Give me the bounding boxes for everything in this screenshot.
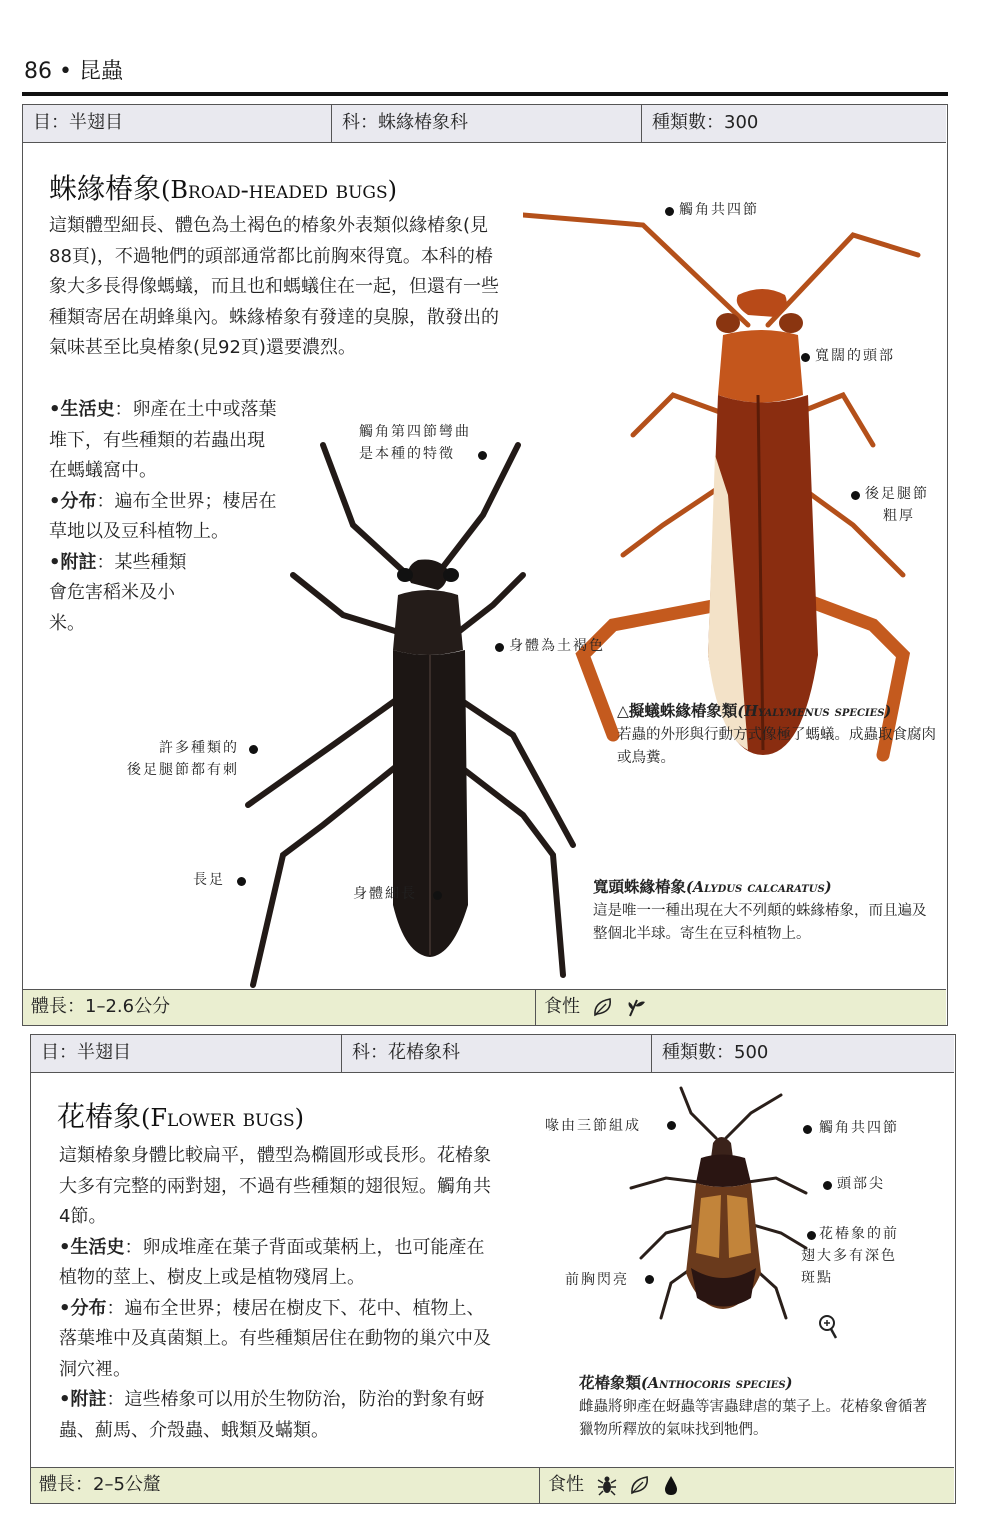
section-title: 昆蟲 [78,59,123,84]
diet-cell [539,1467,954,1503]
pointer-dot [851,491,860,500]
label-antenna-curve: 觸角第四節彎曲 是本種的特徵 [359,424,471,462]
label-hind-femur: 後足腿節 粗厚 [865,486,929,524]
pointer-dot [495,643,504,652]
life-history: •生活史：卵成堆產在葉子背面或葉柄上，也可能產在植物的莖上、樹皮上或是植物殘屑上。 [59,1236,485,1288]
label-pointed-head: 頭部尖 [837,1176,885,1192]
entry-title [49,167,397,207]
pointer-dot [478,451,487,460]
pointer-dot [803,1125,812,1134]
family-cell: 科：蛛緣椿象科 [331,105,641,143]
life-history: •生活史：卵產在土中或落葉堆下，有些種類的若蟲出現在螞蟻窩中。 [49,399,277,481]
remarks: •附註：這些椿象可以用於生物防治，防治的對象有蚜蟲、薊馬、介殼蟲、蛾類及蟎類。 [59,1389,485,1441]
label-femur-spines: 許多種類的 後足腿節都有刺 [127,740,239,778]
pointer-dot [665,207,674,216]
pointer-dot [237,877,246,886]
species-count-cell: 種類數：500 [651,1035,954,1073]
label-slender-body: 身體細長 [353,886,417,902]
body-length-cell: 體長：1–2.6公分 [23,989,535,1025]
pointer-dot [807,1231,816,1240]
leaf-icon [629,1474,651,1496]
entry-flower-bugs [30,1034,956,1504]
alydus-black-illustration [233,435,593,995]
diet-label: 食性 [544,996,580,1017]
entry-text [59,1141,491,1446]
label-wing-spots: 花椿象的前 翅大多有深色 斑點 [801,1226,899,1286]
title-en: (Flower bugs) [141,1104,304,1132]
pointer-dot [667,1121,676,1130]
page-number: 86 [24,59,52,84]
entry-title [57,1095,304,1135]
label-broad-head: 寬闊的頭部 [815,348,895,364]
diet-cell [535,989,946,1025]
drop-icon [663,1474,679,1496]
intro-paragraph: 這類椿象身體比較扁平，體型為橢圓形或長形。花椿象大多有完整的兩對翅，不過有些種類的翅很短。觸角共4節。 [59,1145,491,1227]
label-antenna-four: 觸角共四節 [819,1120,899,1136]
order-cell: 目：半翅目 [31,1035,341,1073]
remarks: •附註：某些種類會危害稻米及小米。 [49,551,187,634]
insect-icon [596,1474,618,1496]
magnify-icon [817,1313,841,1341]
label-body-color: 身體為土褐色 [509,638,605,654]
species-count-cell: 種類數：300 [641,105,946,143]
label-beak: 喙由三節組成 [545,1118,641,1134]
caption-alydus: 寬頭蛛緣椿象(Alydus calcaratus) 這是唯一一種出現在大不列顛的蛛緣椿象，而且遍及整個北半球。寄生在豆科植物上。 [593,877,927,942]
distribution: •分布：遍布全世界；棲居在樹皮下、花中、植物上、落葉堆中及真菌類上。有些種類居住在動物的巢穴中及洞穴裡。 [59,1297,491,1380]
pointer-dot [249,745,258,754]
body-length-cell: 體長：2–5公釐 [31,1467,539,1503]
page-header [24,54,123,85]
label-shiny-pronotum: 前胸閃亮 [565,1272,629,1288]
caption-anthocoris: 花椿象類(Anthocoris species) 雌蟲將卵產在蚜蟲等害蟲肆虐的葉子上。花椿象會循著獵物所釋放的氣味找到牠們。 [579,1373,927,1438]
distribution: •分布：遍布全世界；棲居在草地以及豆科植物上。 [49,490,277,542]
pointer-dot [645,1275,654,1284]
order-cell: 目：半翅目 [23,105,331,143]
header-rule [22,92,948,96]
anthocoris-illustration [611,1083,851,1333]
title-zh: 蛛緣椿象 [49,172,162,205]
diet-label: 食性 [548,1474,584,1495]
entry-broad-headed-bugs [22,104,948,1026]
caption-hyalymenus: △擬蟻蛛緣椿象類(Hyalymenus species) 若蟲的外形與行動方式像極了螞蟻。成蟲取食腐肉或鳥糞。 [617,701,936,766]
pointer-dot [801,353,810,362]
label-long-legs: 長足 [193,872,225,888]
leaf-icon [592,996,614,1018]
label-antenna-four: 觸角共四節 [679,202,759,218]
plant-icon [625,996,647,1018]
family-cell: 科：花椿象科 [341,1035,651,1073]
intro-paragraph: 這類體型細長、體色為土褐色的椿象外表類似緣椿象(見88頁)，不過牠們的頭部通常都比前胸來得寬。本科的椿象大多長得像螞蟻，而且也和螞蟻住在一起，但還有一些種類寄居在胡蜂巢內。蛛緣椿象有發達的臭腺，散發出的氣味甚至比臭椿象(見92頁)還要濃烈。 [49,215,499,358]
entry-intro [49,211,499,364]
title-zh: 花椿象 [57,1100,142,1133]
header-bullet: • [59,59,72,84]
pointer-dot [823,1181,832,1190]
title-en: (Broad-headed bugs) [161,176,397,204]
pointer-dot [433,891,442,900]
